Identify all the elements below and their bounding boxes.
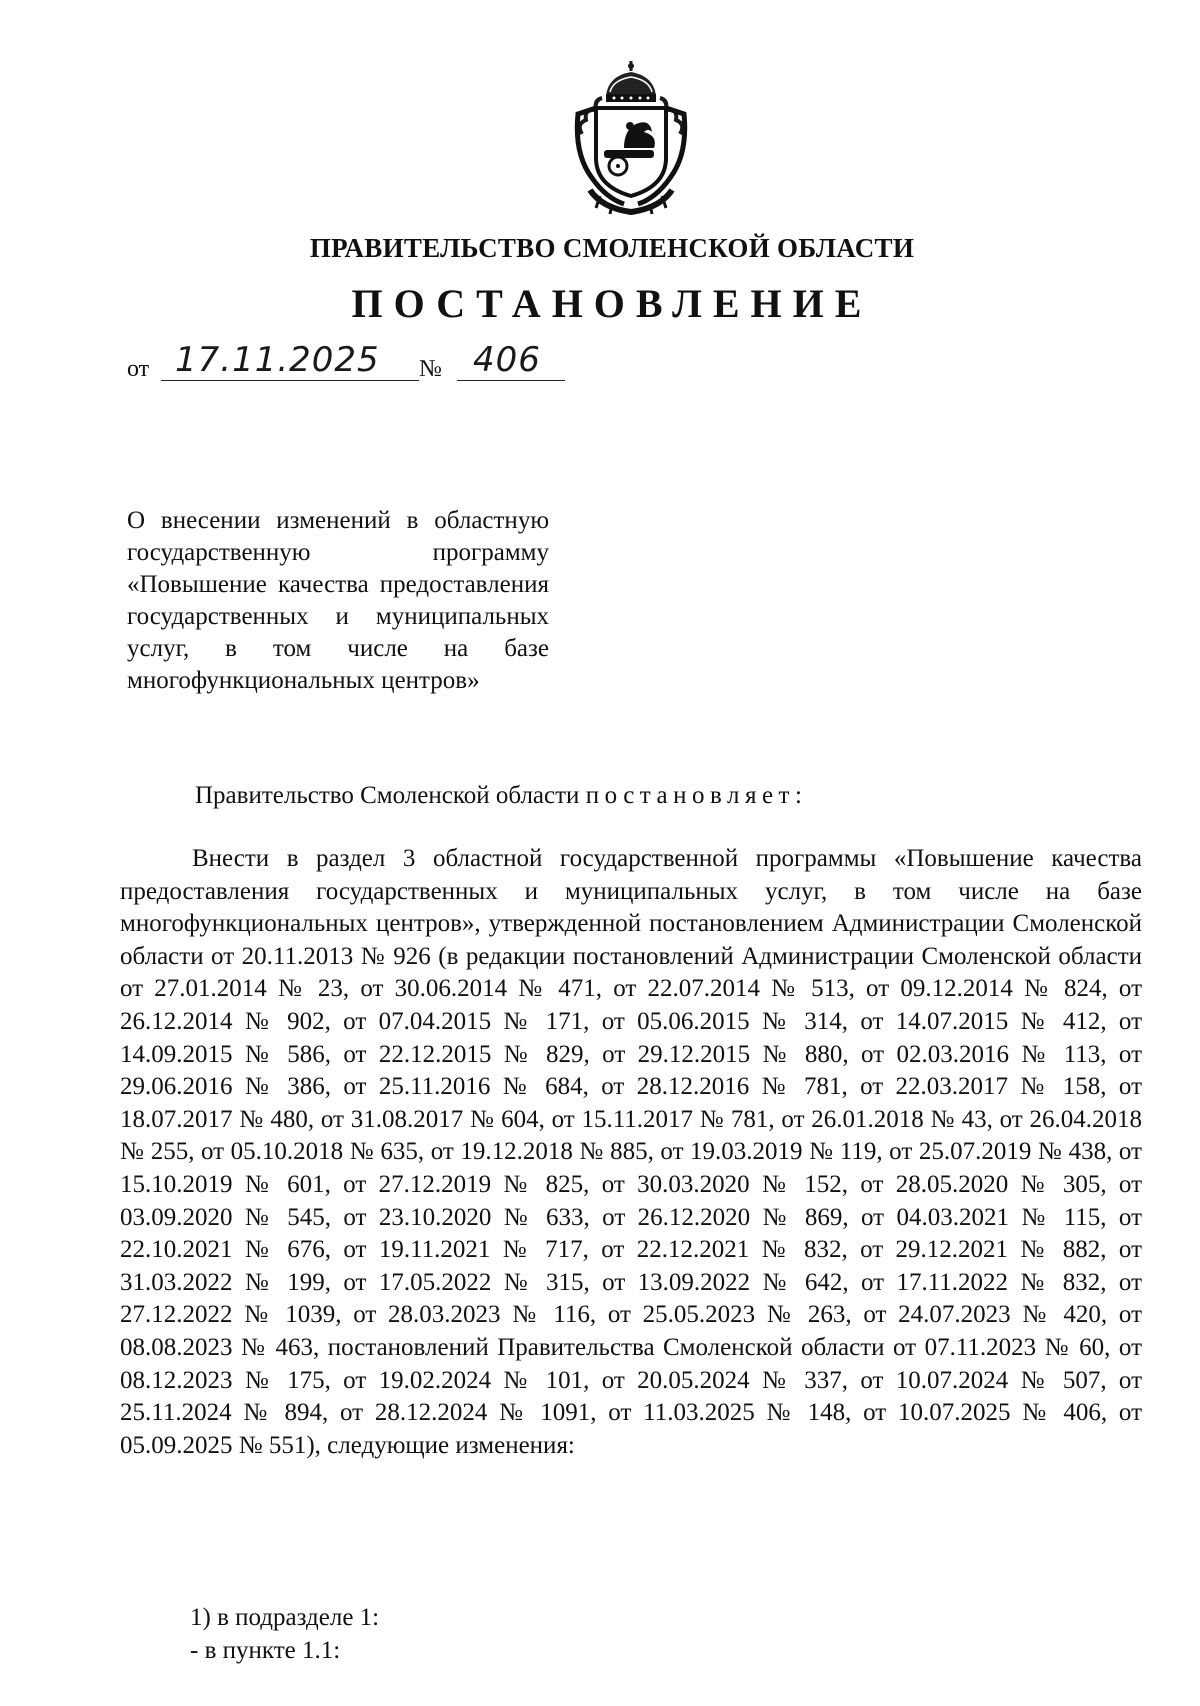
number-underline: [457, 380, 565, 381]
document-type-title: ПОСТАНОВЛЕНИЕ: [351, 281, 873, 326]
government-title: ПРАВИТЕЛЬСТВО СМОЛЕНСКОЙ ОБЛАСТИ: [309, 233, 915, 263]
handwritten-date: 17.11.2025: [175, 340, 380, 380]
date-underline: [161, 380, 419, 381]
decree-clause: [120, 780, 1142, 813]
list-item-1-1: - в пункте 1.1:: [190, 1637, 341, 1664]
document-subject: О внесении изменений в областную государственную программу «Повышение качества предоставления государственных и муниципальных услуг, в том числе на базе многофункциональных центров»: [127, 507, 549, 694]
main-paragraph: Внести в раздел 3 областной государственной программы «Повышение качества предоставления государственных и муниципальных услуг, в том числе на базе многофункциональных центров», утвержденной постановлением Администрации Смоленской области от 20.11.2013 № 926 (в редакции постановлений Администрации Смоленской области от 27.01.2014 № 23, от 30.06.2014 № 471, от 22.07.2014 № 513, от 09.12.2014 № 824, от 26.12.2014 № 902, от 07.04.2015 № 171, от 05.06.2015 № 314, от 14.07.2015 № 412, от 14.09.2015 № 586, от 22.12.2015 № 829, от 29.12.2015 № 880, от 02.03.2016 № 113, от 29.06.2016 № 386, от 25.11.2016 № 684, от 28.12.2016 № 781, от 22.03.2017 № 158, от 18.07.2017 № 480, от 31.08.2017 № 604, от 15.11.2017 № 781, от 26.01.2018 № 43, от 26.04.2018 № 255, от 05.10.2018 № 635, от 19.12.2018 № 885, от 19.03.2019 № 119, от 25.07.2019 № 438, от 15.10.2019 № 601, от 27.12.2019 № 825, от 30.03.2020 № 152, от 28.05.2020 № 305, от 03.09.2020 № 545, от 23.10.2020 № 633, от 26.12.2020 № 869, от 04.03.2021 № 115, от 22.10.2021 № 676, от 19.11.2021 № 717, от 22.12.2021 № 832, от 29.12.2021 № 882, от 31.03.2022 № 199, от 17.05.2022 № 315, от 13.09.2022 № 642, от 17.11.2022 № 832, от 27.12.2022 № 1039, от 28.03.2023 № 116, от 25.05.2023 № 263, от 24.07.2023 № 420, от 08.08.2023 № 463, постановлений Правительства Смоленской области от 07.11.2023 № 60, от 08.12.2023 № 175, от 19.02.2024 № 101, от 20.05.2024 № 337, от 10.07.2024 № 507, от 25.11.2024 № 894, от 28.12.2024 № 1091, от 11.03.2025 № 148, от 10.07.2025 № 406, от 05.09.2025 № 551), следующие изменения:: [120, 845, 1142, 1459]
decree-verb: постановляет:: [585, 782, 808, 809]
list-item-1: 1) в подразделе 1:: [190, 1604, 380, 1631]
decree-subject: Правительство Смоленской области: [195, 782, 580, 809]
document-dateline: [127, 340, 567, 384]
coat-of-arms-emblem: [566, 58, 696, 218]
date-label: от: [127, 356, 150, 382]
handwritten-number: 406: [473, 340, 541, 380]
number-label: №: [419, 356, 442, 382]
